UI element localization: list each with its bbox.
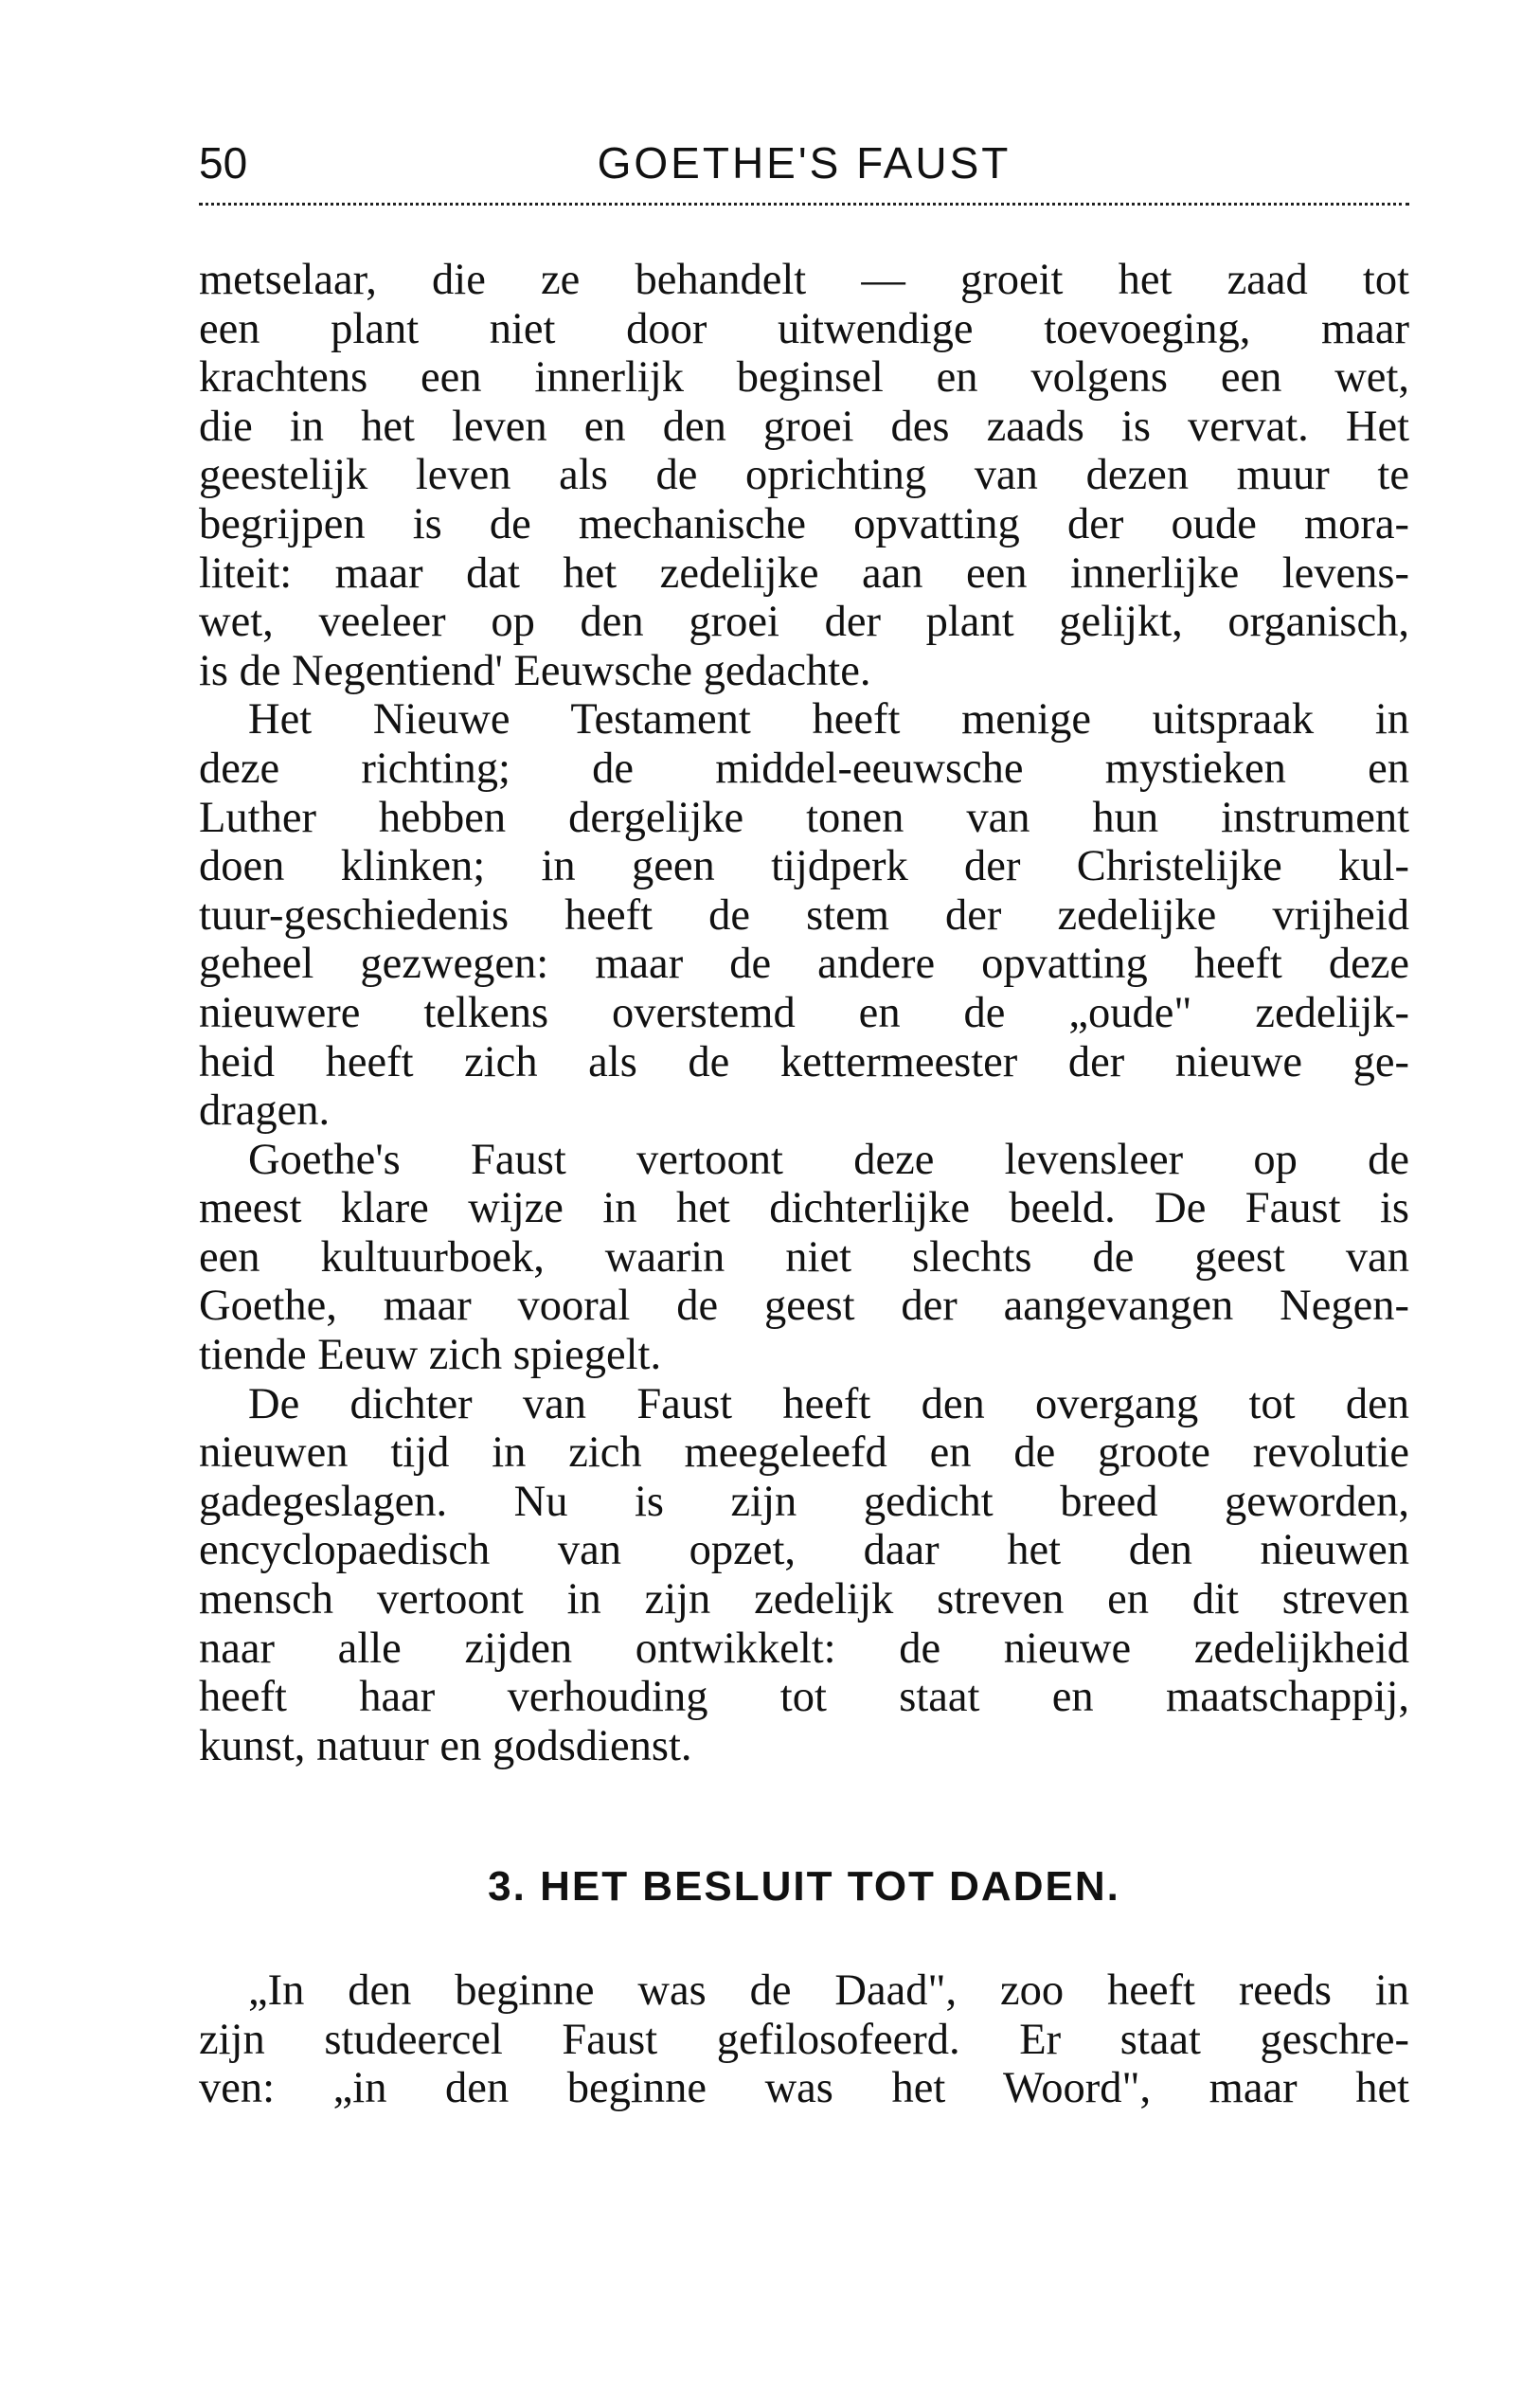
paragraph-2: [199, 695, 1409, 1135]
text-line: meest klare wijze in het dichterlijke beeld. De Faust is: [199, 1184, 1409, 1233]
text-line: tiende Eeuw zich spiegelt.: [199, 1331, 662, 1380]
text-line: naar alle zijden ontwikkelt: de nieuwe zedelijkheid: [199, 1624, 1409, 1673]
running-title: GOETHE'S FAUST: [597, 138, 1012, 188]
text-line: heeft haar verhouding tot staat en maatschappij,: [199, 1673, 1409, 1722]
text-line: geheel gezwegen: maar de andere opvatting heeft deze: [199, 940, 1409, 989]
text-line: doen klinken; in geen tijdperk der Christelijke kul-: [199, 842, 1409, 891]
text-line: De dichter van Faust heeft den overgang tot den: [248, 1379, 1409, 1428]
section-body: [199, 1966, 1409, 2113]
page-header: [199, 135, 1409, 191]
text-line: die in het leven en den groei des zaads is vervat. Het: [199, 402, 1409, 451]
header-dotted-rule: [199, 203, 1409, 206]
paragraph-3: [199, 1136, 1409, 1380]
text-line: Het Nieuwe Testament heeft menige uitspraak in: [248, 695, 1409, 745]
text-line: deze richting; de middel-eeuwsche mystieken en: [199, 744, 1409, 793]
text-line: encyclopaedisch van opzet, daar het den nieuwen: [199, 1526, 1409, 1575]
text-line: zijn studeercel Faust gefilosofeerd. Er staat geschre-: [199, 2015, 1409, 2064]
text-line: gadegeslagen. Nu is zijn gedicht breed geworden,: [199, 1477, 1409, 1526]
text-line: nieuwen tijd in zich meegeleefd en de groote revolutie: [199, 1428, 1409, 1478]
text-line: liteit: maar dat het zedelijke aan een innerlijke levens-: [199, 548, 1409, 598]
text-line: „In den beginne was de Daad", zoo heeft reeds in: [248, 1966, 1409, 2015]
text-line: heid heeft zich als de kettermeester der nieuwe ge-: [199, 1037, 1409, 1086]
page-number: 50: [199, 138, 248, 188]
text-line: dragen.: [199, 1086, 331, 1136]
paragraph-4: [199, 1380, 1409, 1771]
text-line: geestelijk leven als de oprichting van dezen muur te: [199, 451, 1409, 500]
section-heading: 3. HET BESLUIT TOT DADEN.: [488, 1863, 1120, 1910]
paragraph-1: [199, 256, 1409, 695]
body-text: [199, 256, 1409, 1770]
text-line: ven: „in den beginne was het Woord", maar het: [199, 2064, 1409, 2113]
text-line: Goethe, maar vooral de geest der aangevangen Negen-: [199, 1282, 1409, 1331]
text-line: is de Negentiend' Eeuwsche gedachte.: [199, 646, 871, 695]
text-line: Luther hebben dergelijke tonen van hun instrument: [199, 793, 1409, 842]
paragraph-5: [199, 1966, 1409, 2113]
text-line: tuur-geschiedenis heeft de stem der zedelijke vrijheid: [199, 890, 1409, 940]
text-line: nieuwere telkens overstemd en de „oude" zedelijk-: [199, 988, 1409, 1037]
text-line: een kultuurboek, waarin niet slechts de geest van: [199, 1232, 1409, 1282]
text-line: mensch vertoont in zijn zedelijk streven en dit streven: [199, 1575, 1409, 1624]
text-line: een plant niet door uitwendige toevoeging, maar: [199, 304, 1409, 353]
text-line: begrijpen is de mechanische opvatting der oude mora-: [199, 499, 1409, 548]
text-line: Goethe's Faust vertoont deze levensleer op de: [248, 1135, 1409, 1184]
text-line: metselaar, die ze behandelt — groeit het zaad tot: [199, 256, 1409, 304]
text-line: kunst, natuur en godsdienst.: [199, 1721, 692, 1770]
text-line: wet, veeleer op den groei der plant gelijkt, organisch,: [199, 598, 1409, 647]
text-line: krachtens een innerlijk beginsel en volgens een wet,: [199, 353, 1409, 403]
